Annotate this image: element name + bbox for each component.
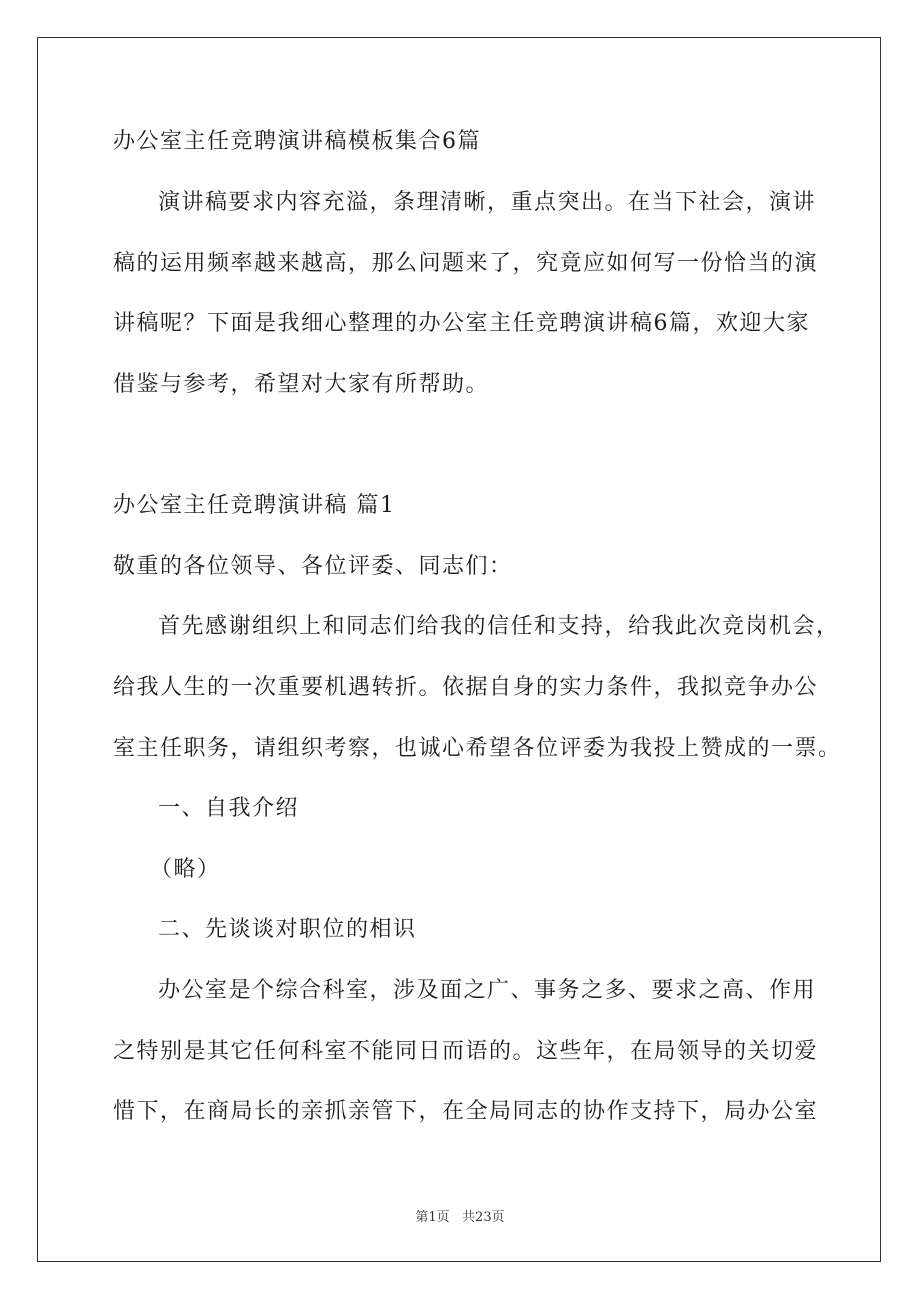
page-border [37, 37, 881, 1262]
document-title: 办公室主任竞聘演讲稿模板集合6篇 [113, 129, 481, 154]
intro-line: 演讲稿要求内容充溢，条理清晰，重点突出。在当下社会，演讲 [158, 190, 817, 215]
subheading: 二、先谈谈对职位的相识 [158, 917, 417, 942]
intro-line: 讲稿呢？下面是我细心整理的办公室主任竞聘演讲稿6篇，欢迎大家 [113, 311, 810, 336]
paragraph-line: 首先感谢组织上和同志们给我的信任和支持，给我此次竞岗机会， [158, 614, 840, 639]
subheading: 一、自我介绍 [158, 796, 300, 821]
paragraph-line: 给我人生的一次重要机遇转折。依据自身的实力条件，我拟竞争办公 [113, 675, 819, 700]
paragraph-line: 惜下，在商局长的亲抓亲管下，在全局同志的协作支持下，局办公室 [113, 1099, 819, 1124]
paragraph-line: 室主任职务，请组织考察，也诚心希望各位评委为我投上赞成的一票。 [113, 736, 842, 761]
salutation: 敬重的各位领导、各位评委、同志们： [113, 554, 513, 579]
page-number-footer: 第1页 共23页 [415, 1210, 505, 1225]
paragraph-line: 之特别是其它任何科室不能同日而语的。这些年，在局领导的关切爱 [113, 1039, 819, 1064]
omitted-note: （略） [150, 857, 221, 882]
intro-line: 稿的运用频率越来越高，那么问题来了，究竟应如何写一份恰当的演 [113, 251, 819, 276]
section-heading: 办公室主任竞聘演讲稿 篇1 [113, 493, 396, 518]
paragraph-line: 办公室是个综合科室，涉及面之广、事务之多、要求之高、作用 [158, 978, 817, 1003]
intro-line: 借鉴与参考，希望对大家有所帮助。 [113, 372, 490, 397]
